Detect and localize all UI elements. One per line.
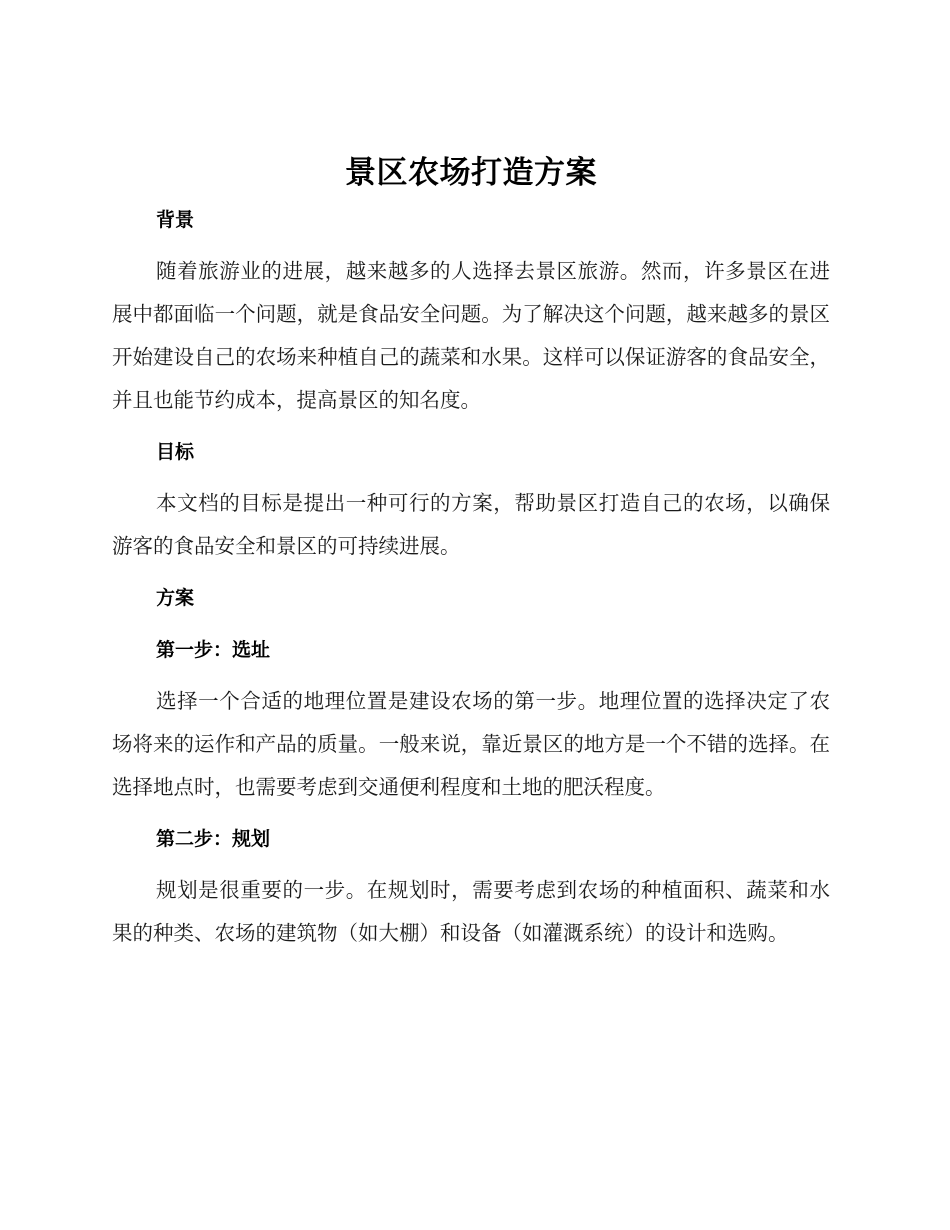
document-body <box>112 148 830 955</box>
spacer <box>112 422 830 430</box>
section-paragraph-background: 随着旅游业的进展，越来越多的人选择去景区旅游。然而，许多景区在进展中都面临一个问题，就是食品安全问题。为了解决这个问题，越来越多的景区开始建设自己的农场来种植自己的蔬菜和水果。这样可以保证游客的食品安全，并且也能节约成本，提高景区的知名度。 <box>112 259 830 412</box>
spacer <box>112 568 830 576</box>
section-paragraph-step-two: 规划是很重要的一步。在规划时，需要考虑到农场的种植面积、蔬菜和水果的种类、农场的建筑物（如大棚）和设备（如灌溉系统）的设计和选购。 <box>112 878 830 945</box>
spacer <box>112 861 830 869</box>
spacer <box>112 809 830 817</box>
spacer <box>112 620 830 628</box>
section-heading-background: 背景 <box>156 209 195 231</box>
section-heading-step-two: 第二步：规划 <box>156 828 271 850</box>
section-heading-plan: 方案 <box>156 587 195 609</box>
section-heading-step-one: 第一步：选址 <box>156 639 271 661</box>
document-title: 景区农场打造方案 <box>345 155 597 191</box>
spacer <box>112 242 830 250</box>
section-paragraph-goal: 本文档的目标是提出一种可行的方案，帮助景区打造自己的农场，以确保游客的食品安全和景区的可持续进展。 <box>112 491 830 558</box>
section-heading-goal: 目标 <box>156 441 195 463</box>
section-paragraph-step-one: 选择一个合适的地理位置是建设农场的第一步。地理位置的选择决定了农场将来的运作和产品的质量。一般来说，靠近景区的地方是一个不错的选择。在选择地点时，也需要考虑到交通便利程度和土地的肥沃程度。 <box>112 689 830 799</box>
spacer <box>112 672 830 680</box>
spacer <box>112 474 830 482</box>
